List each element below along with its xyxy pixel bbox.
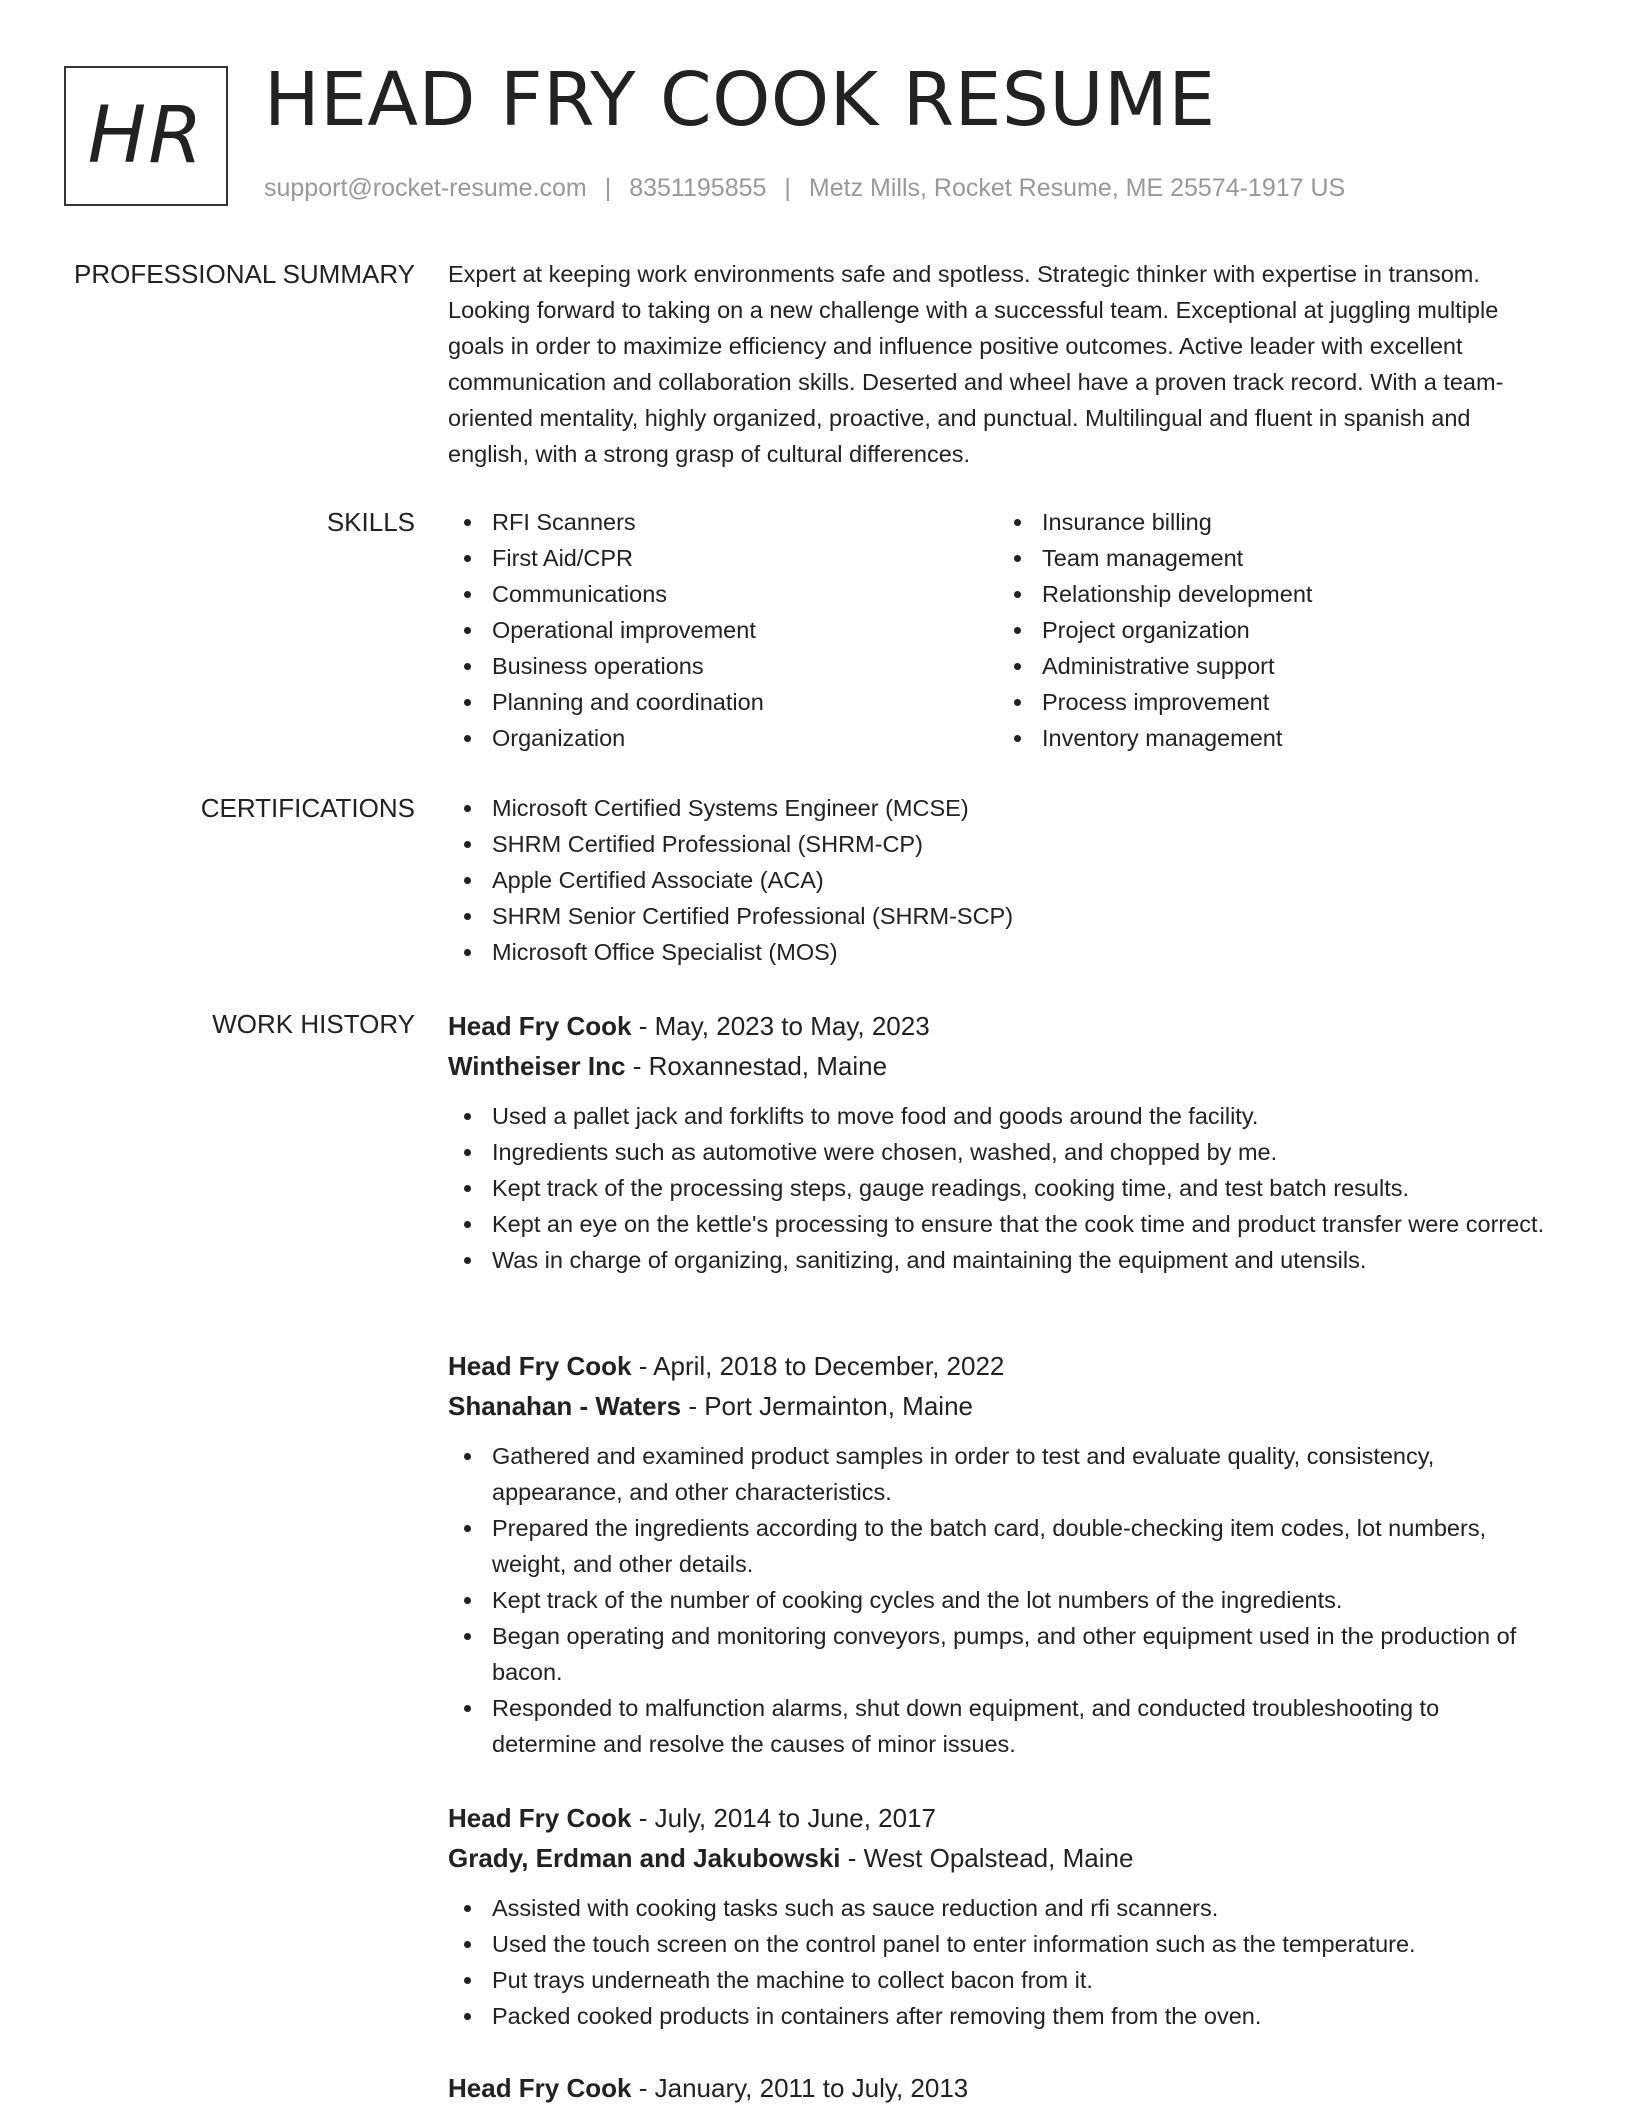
section-label-work-history: WORK HISTORY: [212, 1009, 415, 1039]
job-title: Head Fry Cook: [448, 1803, 632, 1833]
certification-item: Microsoft Certified Systems Engineer (MCSE): [448, 790, 1548, 826]
skills-list-left: [448, 504, 998, 756]
job-bullet: Kept an eye on the kettle's processing to ensure that the cook time and product transfer were correct.: [448, 1206, 1548, 1242]
job-title-line: [448, 2068, 1548, 2108]
skill-item: Process improvement: [998, 684, 1548, 720]
skill-item: Administrative support: [998, 648, 1548, 684]
skill-item: Relationship development: [998, 576, 1548, 612]
job-entry: [448, 1346, 1548, 1762]
job-title: Head Fry Cook: [448, 1351, 632, 1381]
summary-body: [448, 256, 1548, 472]
job-bullet: Assisted with cooking tasks such as sauce reduction and rfi scanners.: [448, 1890, 1548, 1926]
certifications-list: [448, 790, 1548, 970]
job-bullet: Gathered and examined product samples in order to test and evaluate quality, consistency, appearance, and other characteristics.: [448, 1438, 1548, 1510]
skill-item: Team management: [998, 540, 1548, 576]
job-title-line: [448, 1346, 1548, 1386]
job-bullet: Was in charge of organizing, sanitizing, and maintaining the equipment and utensils.: [448, 1242, 1548, 1278]
job-bullet: Used the touch screen on the control panel to enter information such as the temperature.: [448, 1926, 1548, 1962]
skill-item: Insurance billing: [998, 504, 1548, 540]
contact-email[interactable]: support@rocket-resume.com: [264, 174, 587, 202]
job-entry: [448, 1798, 1548, 2034]
monogram-text: HR: [87, 91, 205, 181]
contact-line: [264, 174, 1345, 203]
certification-item: Microsoft Office Specialist (MOS): [448, 934, 1548, 970]
job-company-line: [448, 1046, 1548, 1086]
skill-item: Communications: [448, 576, 998, 612]
job-dates: - January, 2011 to July, 2013: [631, 2073, 969, 2103]
job-entry: [448, 2068, 1548, 2108]
skill-item: RFI Scanners: [448, 504, 998, 540]
job-bullets: [448, 1098, 1548, 1278]
skill-item: Planning and coordination: [448, 684, 998, 720]
job-bullet: Responded to malfunction alarms, shut down equipment, and conducted troubleshooting to determine and resolve the causes of minor issues.: [448, 1690, 1548, 1762]
job-location: - Roxannestad, Maine: [625, 1051, 888, 1081]
job-dates: - April, 2018 to December, 2022: [631, 1351, 1005, 1381]
job-bullet: Put trays underneath the machine to collect bacon from it.: [448, 1962, 1548, 1998]
job-title-line: [448, 1798, 1548, 1838]
job-dates: - July, 2014 to June, 2017: [631, 1803, 936, 1833]
contact-separator: |: [784, 174, 791, 202]
job-bullet: Began operating and monitoring conveyors, pumps, and other equipment used in the production of bacon.: [448, 1618, 1548, 1690]
job-title: Head Fry Cook: [448, 1011, 632, 1041]
section-label-summary: PROFESSIONAL SUMMARY: [74, 259, 415, 289]
job-location: - West Opalstead, Maine: [840, 1843, 1134, 1873]
skills-body: [448, 504, 1548, 756]
skills-list-right: [998, 504, 1548, 756]
certification-item: SHRM Senior Certified Professional (SHRM-SCP): [448, 898, 1548, 934]
job-company: Grady, Erdman and Jakubowski: [448, 1843, 841, 1873]
resume-title: HEAD FRY COOK RESUME: [264, 57, 1216, 143]
skill-item: Operational improvement: [448, 612, 998, 648]
job-bullet: Packed cooked products in containers after removing them from the oven.: [448, 1998, 1548, 2034]
section-label-certifications: CERTIFICATIONS: [200, 793, 415, 823]
job-location: - Port Jermainton, Maine: [681, 1391, 973, 1421]
job-bullet: Ingredients such as automotive were chosen, washed, and chopped by me.: [448, 1134, 1548, 1170]
contact-phone[interactable]: 8351195855: [629, 174, 767, 202]
skill-item: First Aid/CPR: [448, 540, 998, 576]
job-company: Wintheiser Inc: [448, 1051, 626, 1081]
certification-item: SHRM Certified Professional (SHRM-CP): [448, 826, 1548, 862]
summary-text: Expert at keeping work environments safe and spotless. Strategic thinker with expertise in transom. Looking forward to taking on a new challenge with a successful team. Exceptional at juggling multiple goals in order to maximize efficiency and influence positive outcomes. Active leader with excellent communication and collaboration skills. Deserted and wheel have a proven track record. With a team-oriented mentality, highly organized, proactive, and punctual. Multilingual and fluent in spanish and english, with a strong grasp of cultural differences.: [448, 261, 1504, 467]
job-bullet: Used a pallet jack and forklifts to move food and goods around the facility.: [448, 1098, 1548, 1134]
job-bullets: [448, 1890, 1548, 2034]
skill-item: Organization: [448, 720, 998, 756]
skill-item: Business operations: [448, 648, 998, 684]
certification-item: Apple Certified Associate (ACA): [448, 862, 1548, 898]
skill-item: Inventory management: [998, 720, 1548, 756]
job-bullet: Kept track of the number of cooking cycles and the lot numbers of the ingredients.: [448, 1582, 1548, 1618]
job-bullets: [448, 1438, 1548, 1762]
contact-separator: |: [604, 174, 612, 202]
certifications-body: [448, 790, 1548, 970]
skill-item: Project organization: [998, 612, 1548, 648]
job-bullet: Kept track of the processing steps, gauge readings, cooking time, and test batch results.: [448, 1170, 1548, 1206]
job-dates: - May, 2023 to May, 2023: [631, 1011, 930, 1041]
job-entry: [448, 1006, 1548, 1278]
job-bullet: Prepared the ingredients according to the batch card, double-checking item codes, lot numbers, weight, and other details.: [448, 1510, 1548, 1582]
job-company: Shanahan - Waters: [448, 1391, 682, 1421]
job-title: Head Fry Cook: [448, 2073, 632, 2103]
job-title-line: [448, 1006, 1548, 1046]
job-company-line: [448, 1838, 1548, 1878]
job-company-line: [448, 1386, 1548, 1426]
contact-address: Metz Mills, Rocket Resume, ME 25574-1917 US: [808, 174, 1346, 202]
section-label-skills: SKILLS: [326, 507, 415, 537]
monogram-logo: [64, 66, 228, 206]
